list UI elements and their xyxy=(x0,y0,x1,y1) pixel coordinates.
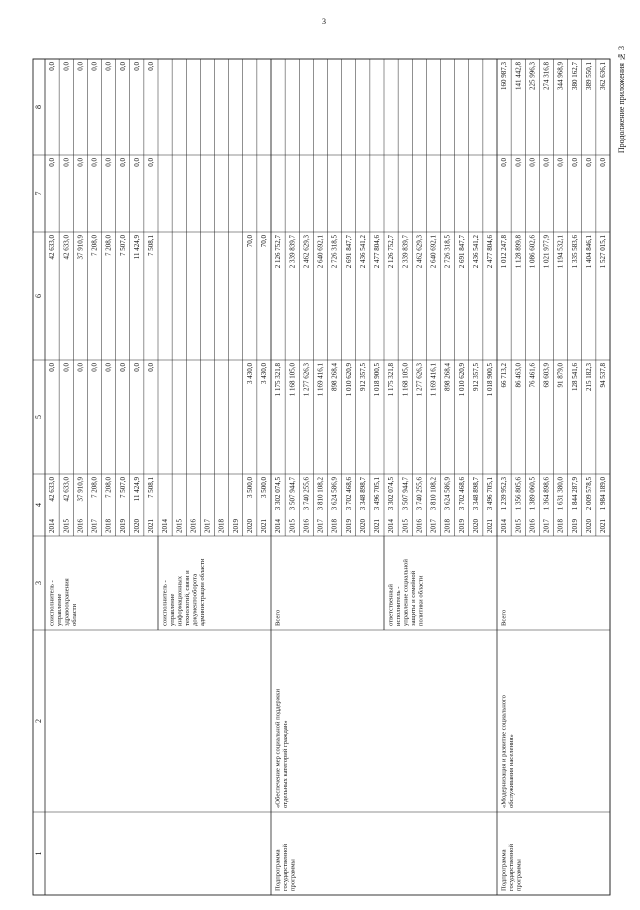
value-cell: 1 194 532,1 xyxy=(556,235,565,269)
value-cell: 0,0 xyxy=(542,158,551,167)
value-cell: 68 603,9 xyxy=(542,363,551,388)
year-cell: 2020 xyxy=(132,519,141,533)
column-number-label: 6 xyxy=(33,294,43,298)
value-cell: 3 507 944,7 xyxy=(401,477,410,511)
year-cell: 2018 xyxy=(217,519,226,533)
value-cell: 0,0 xyxy=(90,62,99,71)
value-cell: 1 984 189,0 xyxy=(599,477,608,511)
column-number-label: 8 xyxy=(33,105,43,109)
value-cell: 3 348 898,7 xyxy=(471,477,480,511)
value-cell: 0,0 xyxy=(132,62,141,71)
year-cell: 2015 xyxy=(62,519,71,533)
value-cell: 0,0 xyxy=(104,158,113,167)
value-cell: 42 633,0 xyxy=(48,477,57,502)
year-cell: 2014 xyxy=(387,519,396,533)
block-subprogram-label: «Обеспечение мер социальной поддержки xyxy=(274,689,282,808)
year-cell: 2014 xyxy=(161,519,170,533)
value-cell: 0,0 xyxy=(147,62,156,71)
year-cell: 2015 xyxy=(401,519,410,533)
value-cell: 912 357,5 xyxy=(358,363,367,391)
block-program-label: государственной xyxy=(282,844,290,891)
value-cell: 94 537,8 xyxy=(599,363,608,388)
value-cell: 3 810 108,2 xyxy=(429,477,438,511)
column-number-label: 2 xyxy=(33,719,43,723)
appendix-note: Продолжение приложения № 3 xyxy=(617,46,626,154)
executor-label: здравоохранения xyxy=(63,578,71,626)
executor-label: исполнитель - xyxy=(395,586,403,626)
value-cell: 1 128 899,8 xyxy=(514,235,523,269)
value-cell: 380 162,7 xyxy=(570,62,579,90)
value-cell: 0,0 xyxy=(48,363,57,372)
value-cell: 3 496 705,1 xyxy=(486,477,495,511)
value-cell: 1 844 287,9 xyxy=(570,477,579,511)
value-cell: 91 879,0 xyxy=(556,363,565,388)
year-cell: 2017 xyxy=(90,519,99,533)
value-cell: 3 702 468,6 xyxy=(457,477,466,511)
year-cell: 2016 xyxy=(302,519,311,533)
value-cell: 0,0 xyxy=(76,363,85,372)
value-cell: 2 477 804,6 xyxy=(373,235,382,269)
year-cell: 2021 xyxy=(599,519,608,533)
value-cell: 2 640 692,1 xyxy=(316,235,325,269)
value-cell: 2 126 752,7 xyxy=(387,235,396,269)
value-cell: 42 633,0 xyxy=(48,235,57,260)
value-cell: 2 726 318,5 xyxy=(330,235,339,269)
value-cell: 2 691 847,7 xyxy=(457,235,466,269)
value-cell: 362 636,1 xyxy=(599,62,608,90)
value-cell: 912 357,5 xyxy=(471,363,480,391)
column-number-label: 5 xyxy=(33,415,43,419)
value-cell: 37 910,9 xyxy=(76,477,85,502)
year-cell: 2019 xyxy=(457,519,466,533)
value-cell: 274 316,8 xyxy=(542,62,551,90)
executor-label: соисполнитель - xyxy=(161,580,169,626)
value-cell: 0,0 xyxy=(528,158,537,167)
value-cell: 0,0 xyxy=(62,158,71,167)
value-cell: 1 175 321,8 xyxy=(274,363,283,397)
value-cell: 0,0 xyxy=(104,363,113,372)
executor-label: документооборота xyxy=(191,573,199,626)
block-program-label: Подпрограмма xyxy=(274,849,282,891)
year-cell: 2016 xyxy=(415,519,424,533)
value-cell: 3 430,0 xyxy=(260,363,269,384)
year-cell: 2018 xyxy=(556,519,565,533)
value-cell: 1 010 620,9 xyxy=(457,363,466,397)
block-program-label: государственной xyxy=(508,844,516,891)
year-cell: 2020 xyxy=(245,519,254,533)
executor-label: администрации области xyxy=(199,558,207,626)
value-cell: 898 268,4 xyxy=(330,363,339,391)
value-cell: 344 968,9 xyxy=(556,62,565,90)
value-cell: 0,0 xyxy=(514,158,523,167)
value-cell: 1 404 846,1 xyxy=(584,235,593,269)
value-cell: 7 508,1 xyxy=(147,477,156,498)
block-subprogram-label: «Модернизация и развитие социального xyxy=(500,695,508,808)
executor-label: управление xyxy=(56,593,64,626)
value-cell: 7 208,0 xyxy=(104,477,113,498)
value-cell: 1 168 105,0 xyxy=(401,363,410,397)
value-cell: 2 462 629,3 xyxy=(415,235,424,269)
value-cell: 1 018 900,5 xyxy=(373,363,382,397)
value-cell: 2 126 752,7 xyxy=(274,235,283,269)
page-number: 3 xyxy=(322,17,326,26)
value-cell: 2 436 541,2 xyxy=(358,235,367,269)
value-cell: 0,0 xyxy=(76,158,85,167)
value-cell: 0,0 xyxy=(90,158,99,167)
value-cell: 1 631 380,0 xyxy=(556,477,565,511)
value-cell: 37 910,9 xyxy=(76,235,85,260)
value-cell: 7 208,0 xyxy=(104,235,113,256)
value-cell: 11 424,9 xyxy=(132,477,141,502)
value-cell: 7 507,0 xyxy=(118,235,127,256)
value-cell: 160 987,3 xyxy=(500,62,509,90)
year-cell: 2018 xyxy=(443,519,452,533)
value-cell: 3 500,0 xyxy=(245,477,254,498)
year-cell: 2016 xyxy=(189,519,198,533)
year-cell: 2019 xyxy=(231,519,240,533)
year-cell: 2021 xyxy=(147,519,156,533)
value-cell: 1 356 805,6 xyxy=(514,477,523,511)
column-number-label: 7 xyxy=(33,191,43,196)
year-cell: 2017 xyxy=(316,519,325,533)
value-cell: 2 009 578,5 xyxy=(584,477,593,511)
value-cell: 7 507,0 xyxy=(118,477,127,498)
year-cell: 2018 xyxy=(104,519,113,533)
value-cell: 1 277 626,3 xyxy=(415,363,424,397)
value-cell: 0,0 xyxy=(48,62,57,71)
value-cell: 2 726 318,5 xyxy=(443,235,452,269)
executor-label: управление социальной xyxy=(402,559,410,626)
value-cell: 3 702 468,6 xyxy=(344,477,353,511)
value-cell: 0,0 xyxy=(570,158,579,167)
value-cell: 2 691 847,7 xyxy=(344,235,353,269)
value-cell: 1 239 952,3 xyxy=(500,477,509,511)
value-cell: 0,0 xyxy=(132,363,141,372)
value-cell: 3 507 944,7 xyxy=(288,477,297,511)
executor-label: области xyxy=(71,603,79,626)
value-cell: 0,0 xyxy=(104,62,113,71)
block-subprogram-label: обслуживания населения» xyxy=(508,734,516,808)
value-cell: 389 550,1 xyxy=(584,62,593,90)
value-cell: 1 277 626,3 xyxy=(302,363,311,397)
value-cell: 0,0 xyxy=(62,363,71,372)
value-cell: 42 633,0 xyxy=(62,235,71,260)
value-cell: 1 021 977,9 xyxy=(542,235,551,269)
value-cell: 3 302 074,5 xyxy=(274,477,283,511)
value-cell: 2 640 692,1 xyxy=(429,235,438,269)
year-cell: 2020 xyxy=(471,519,480,533)
value-cell: 3 624 586,9 xyxy=(330,477,339,511)
value-cell: 2 339 839,7 xyxy=(401,235,410,269)
value-cell: 70,0 xyxy=(260,235,269,248)
value-cell: 1 527 015,1 xyxy=(599,235,608,269)
value-cell: 225 996,3 xyxy=(528,62,537,90)
year-cell: 2014 xyxy=(500,519,509,533)
value-cell: 7 208,0 xyxy=(90,235,99,256)
year-cell: 2014 xyxy=(274,519,283,533)
year-cell: 2017 xyxy=(542,519,551,533)
value-cell: 1 010 620,9 xyxy=(344,363,353,397)
year-cell: 2015 xyxy=(288,519,297,533)
value-cell: 76 461,6 xyxy=(528,363,537,388)
value-cell: 2 339 839,7 xyxy=(288,235,297,269)
value-cell: 7 508,1 xyxy=(147,235,156,256)
value-cell: 0,0 xyxy=(599,158,608,167)
value-cell: 128 541,6 xyxy=(570,363,579,391)
value-cell: 1 086 602,6 xyxy=(528,235,537,269)
value-cell: 0,0 xyxy=(76,62,85,71)
value-cell: 3 496 705,1 xyxy=(373,477,382,511)
block-subprogram-label: отдельных категорий граждан» xyxy=(282,720,290,808)
value-cell: 3 500,0 xyxy=(260,477,269,498)
value-cell: 7 208,0 xyxy=(90,477,99,498)
value-cell: 0,0 xyxy=(118,158,127,167)
value-cell: 11 424,9 xyxy=(132,235,141,260)
year-cell: 2015 xyxy=(514,519,523,533)
value-cell: 141 442,8 xyxy=(514,62,523,90)
value-cell: 2 477 804,6 xyxy=(486,235,495,269)
value-cell: 3 740 255,6 xyxy=(302,477,311,511)
value-cell: 0,0 xyxy=(147,158,156,167)
block-program-label: программы xyxy=(289,859,297,891)
block-program-label: программы xyxy=(515,859,523,891)
value-cell: 0,0 xyxy=(147,363,156,372)
executor-label: ответственный xyxy=(387,584,395,626)
executor-label: информационных xyxy=(176,575,184,626)
value-cell: 1 389 060,5 xyxy=(528,477,537,511)
value-cell: 1 169 416,1 xyxy=(429,363,438,397)
value-cell: 3 810 108,2 xyxy=(316,477,325,511)
column-number-label: 4 xyxy=(33,503,43,507)
executor-label: соисполнитель - xyxy=(48,580,56,626)
value-cell: 2 436 541,2 xyxy=(471,235,480,269)
value-cell: 3 430,0 xyxy=(245,363,254,384)
year-cell: 2016 xyxy=(528,519,537,533)
year-cell: 2019 xyxy=(570,519,579,533)
value-cell: 1 012 247,8 xyxy=(500,235,509,269)
value-cell: 215 182,3 xyxy=(584,363,593,391)
executor-label: Всего xyxy=(274,609,282,626)
value-cell: 1 364 898,6 xyxy=(542,477,551,511)
year-cell: 2017 xyxy=(429,519,438,533)
value-cell: 0,0 xyxy=(132,158,141,167)
value-cell: 1 175 321,8 xyxy=(387,363,396,397)
year-cell: 2014 xyxy=(48,519,57,533)
year-cell: 2019 xyxy=(118,519,127,533)
value-cell: 1 018 900,5 xyxy=(486,363,495,397)
value-cell: 86 463,0 xyxy=(514,363,523,388)
executor-label: управление xyxy=(169,593,177,626)
value-cell: 3 302 074,5 xyxy=(387,477,396,511)
value-cell: 0,0 xyxy=(556,158,565,167)
year-cell: 2018 xyxy=(330,519,339,533)
year-cell: 2019 xyxy=(344,519,353,533)
column-number-label: 3 xyxy=(33,581,43,585)
value-cell: 0,0 xyxy=(500,158,509,167)
value-cell: 0,0 xyxy=(62,62,71,71)
value-cell: 42 633,0 xyxy=(62,477,71,502)
year-cell: 2020 xyxy=(584,519,593,533)
executor-label: политики области xyxy=(417,575,425,626)
year-cell: 2017 xyxy=(203,519,212,533)
value-cell: 70,0 xyxy=(245,235,254,248)
year-cell: 2021 xyxy=(260,519,269,533)
value-cell: 898 268,4 xyxy=(443,363,452,391)
executor-label: технологий, связи и xyxy=(184,570,192,626)
value-cell: 0,0 xyxy=(584,158,593,167)
year-cell: 2021 xyxy=(486,519,495,533)
value-cell: 3 624 586,9 xyxy=(443,477,452,511)
value-cell: 66 713,2 xyxy=(500,363,509,388)
table-frame xyxy=(33,59,610,895)
value-cell: 0,0 xyxy=(48,158,57,167)
executor-label: Всего xyxy=(500,609,508,626)
block-program-label: Подпрограмма xyxy=(500,849,508,891)
value-cell: 1 335 583,6 xyxy=(570,235,579,269)
value-cell: 1 168 105,0 xyxy=(288,363,297,397)
executor-label: защиты и семейной xyxy=(410,570,418,626)
value-cell: 1 169 416,1 xyxy=(316,363,325,397)
year-cell: 2016 xyxy=(76,519,85,533)
year-cell: 2021 xyxy=(373,519,382,533)
value-cell: 2 462 629,3 xyxy=(302,235,311,269)
year-cell: 2020 xyxy=(358,519,367,533)
year-cell: 2015 xyxy=(175,519,184,533)
value-cell: 0,0 xyxy=(118,62,127,71)
value-cell: 0,0 xyxy=(90,363,99,372)
column-number-label: 1 xyxy=(33,851,43,856)
value-cell: 3 740 255,6 xyxy=(415,477,424,511)
value-cell: 0,0 xyxy=(118,363,127,372)
value-cell: 3 348 898,7 xyxy=(358,477,367,511)
